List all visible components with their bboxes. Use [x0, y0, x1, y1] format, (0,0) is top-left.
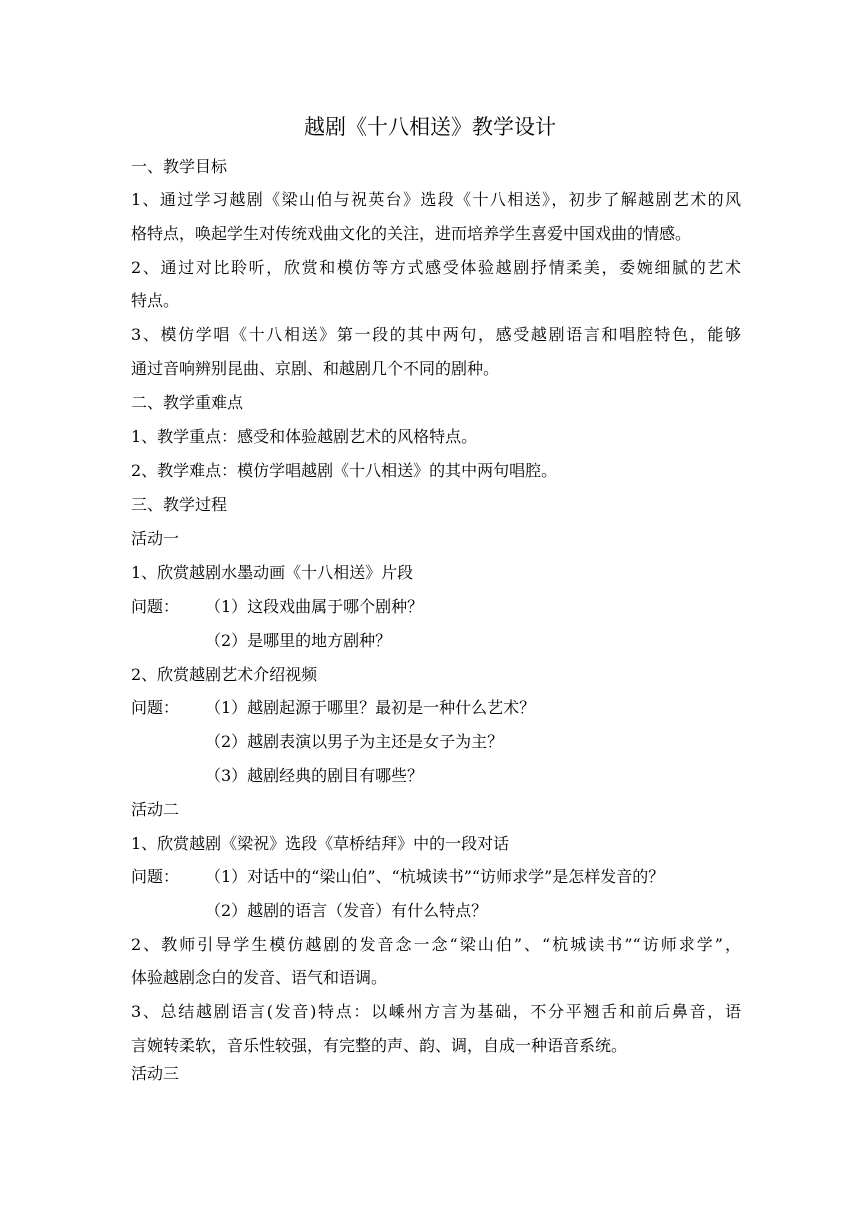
question-text: （1）这段戏曲属于哪个剧种？	[205, 597, 424, 616]
activity-2-step-3-line-2: 言婉转柔软，音乐性较强，有完整的声、韵、调，自成一种语音系统。	[131, 1036, 628, 1055]
objective-3-line-2: 通过音响辨别昆曲、京剧、和越剧几个不同的剧种。	[131, 359, 500, 378]
section-heading-key-points: 二、教学重难点	[131, 393, 244, 412]
question-text: （1）对话中的“梁山伯”、“杭城读书”“访师求学”是怎样发音的？	[205, 867, 665, 886]
section-heading-objectives: 一、教学目标	[131, 157, 228, 176]
activity-3-label: 活动三	[131, 1064, 180, 1083]
objective-3-line-1: 3、模仿学唱《十八相送》第一段的其中两句，感受越剧语言和唱腔特色，能够	[131, 325, 741, 344]
activity-2-step-3-line-1: 3、总结越剧语言(发音)特点：以嵊州方言为基础，不分平翘舌和前后鼻音，语	[131, 1002, 741, 1021]
objective-1-line-2: 格特点，唤起学生对传统戏曲文化的关注，进而培养学生喜爱中国戏曲的情感。	[131, 224, 692, 243]
question-label: 问题：	[131, 597, 180, 616]
objective-2-line-2: 特点。	[131, 291, 180, 310]
difficult-point: 2、教学难点：模仿学唱越剧《十八相送》的其中两句唱腔。	[131, 461, 558, 480]
activity-1-question-2: （2）是哪里的地方剧种？	[205, 631, 392, 650]
objective-1-line-1: 1、通过学习越剧《梁山伯与祝英台》选段《十八相送》，初步了解越剧艺术的风	[131, 190, 741, 209]
activity-2-question-2: （2）越剧的语言（发音）有什么特点？	[205, 901, 488, 920]
activity-1-video-question-3: （3）越剧经典的剧目有哪些？	[205, 766, 424, 785]
key-point: 1、教学重点：感受和体验越剧艺术的风格特点。	[131, 427, 478, 446]
activity-2-question-1	[131, 866, 741, 888]
activity-2-label: 活动二	[131, 800, 180, 819]
activity-1-video-question-2: （2）越剧表演以男子为主还是女子为主？	[205, 732, 504, 751]
section-heading-process: 三、教学过程	[131, 495, 228, 514]
question-text: （1）越剧起源于哪里？最初是一种什么艺术？	[205, 698, 536, 717]
objective-2-line-1: 2、通过对比聆听，欣赏和模仿等方式感受体验越剧抒情柔美，委婉细腻的艺术	[131, 258, 741, 277]
activity-1-label: 活动一	[131, 529, 180, 548]
activity-2-step-2-line-1: 2、教师引导学生模仿越剧的发音念一念“梁山伯”、“杭城读书”“访师求学”，	[131, 935, 741, 954]
document-title: 越剧《十八相送》教学设计	[304, 115, 556, 139]
activity-1-video-question-1	[131, 697, 741, 719]
activity-1-step-2: 2、欣赏越剧艺术介绍视频	[131, 665, 318, 684]
activity-1-question-1	[131, 596, 741, 618]
activity-1-step-1: 1、欣赏越剧水墨动画《十八相送》片段	[131, 563, 414, 582]
question-label: 问题：	[131, 698, 180, 717]
activity-2-step-1: 1、欣赏越剧《梁祝》选段《草桥结拜》中的一段对话	[131, 834, 510, 853]
question-label: 问题：	[131, 867, 180, 886]
activity-2-step-2-line-2: 体验越剧念白的发音、语气和语调。	[131, 968, 388, 987]
